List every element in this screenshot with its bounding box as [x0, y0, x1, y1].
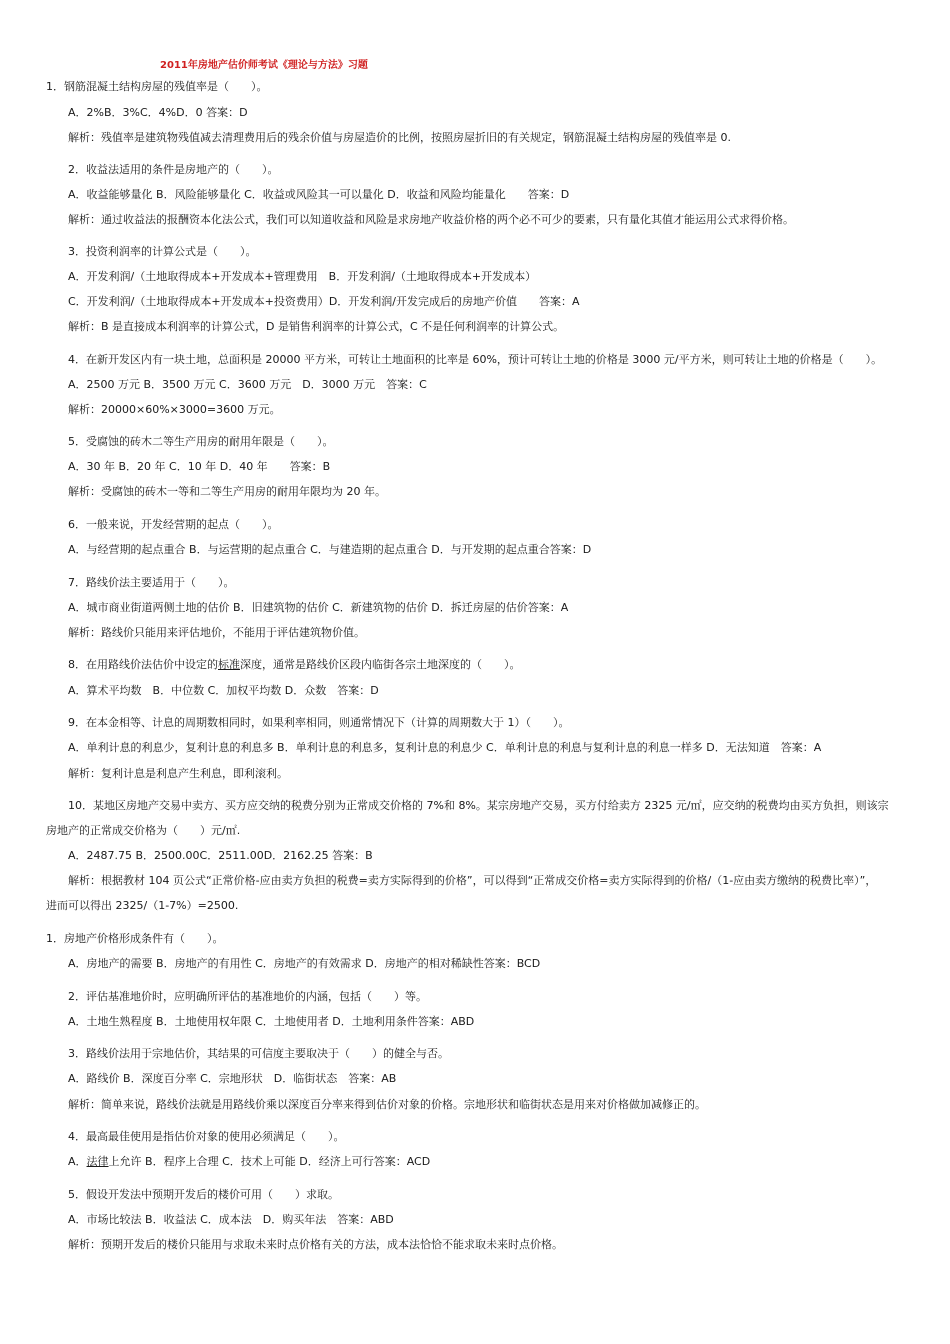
explanation-5: 解析：受腐蚀的砖木一等和二等生产用房的耐用年限均为 20 年。	[68, 485, 386, 498]
options-6: A．与经营期的起点重合 B．与运营期的起点重合 C．与建造期的起点重合 D．与开发期的起点重合答案：D	[68, 543, 592, 556]
explanation-7: 解析：路线价只能用来评估地价，不能用于评估建筑物价值。	[68, 626, 365, 639]
multi-options-4-part-1: A．	[68, 1155, 87, 1168]
question-8-underlined: 标准	[218, 658, 240, 671]
explanation-3: 解析：B 是直接成本利润率的计算公式，D 是销售利润率的计算公式，C 不是任何利润率的计算公式。	[68, 320, 565, 333]
multi-question-1: 1．房地产价格形成条件有（ ）。	[46, 932, 224, 945]
question-8-part-2: 深度，通常是路线价区段内临街各宗土地深度的（ ）。	[240, 658, 521, 671]
multi-options-4-part-2: 上允许 B．程序上合理 C．技术上可能 D．经济上可行答案：ACD	[108, 1155, 431, 1168]
options-2: A．收益能够量化 B．风险能够量化 C．收益或风险其一可以量化 D．收益和风险均能量化 答案：D	[68, 188, 570, 201]
question-10-cont: 房地产的正常成交价格为（ ）元/㎡.	[46, 824, 241, 837]
options-8: A．算术平均数 B．中位数 C．加权平均数 D．众数 答案：D	[68, 684, 379, 697]
options-3a: A．开发利润/（土地取得成本+开发成本+管理费用 B．开发利润/（土地取得成本+开发成本）	[68, 270, 537, 283]
explanation-10: 解析：根据教材 104 页公式“正常价格-应由卖方负担的税费=卖方实际得到的价格”，可以得到“正常成交价格=卖方实际得到的价格/（1-应由卖方缴纳的税费比率）”，	[68, 874, 877, 887]
explanation-10-cont: 进而可以得出 2325/（1-7%）=2500.	[46, 899, 239, 912]
options-3b: C．开发利润/（土地取得成本+开发成本+投资费用）D．开发利润/开发完成后的房地产价值 答案：A	[68, 295, 580, 308]
question-2: 2．收益法适用的条件是房地产的（ ）。	[68, 163, 279, 176]
question-8-part-1: 8．在用路线价法估价中设定的	[68, 658, 218, 671]
multi-options-5: A．市场比较法 B．收益法 C．成本法 D．购买年法 答案：ABD	[68, 1213, 394, 1226]
explanation-9: 解析：复利计息是利息产生利息，即利滚利。	[68, 767, 288, 780]
question-10: 10．某地区房地产交易中卖方、买方应交纳的税费分别为正常成交价格的 7%和 8%。某宗房地产交易，买方付给卖方 2325 元/㎡，应交纳的税费均由买方负担，则该宗	[68, 799, 889, 812]
multi-options-3: A．路线价 B．深度百分率 C．宗地形状 D．临街状态 答案：AB	[68, 1072, 397, 1085]
options-9: A．单利计息的利息少，复利计息的利息多 B．单利计息的利息多，复利计息的利息少 C．单利计息的利息与复利计息的利息一样多 D．无法知道 答案：A	[68, 741, 822, 754]
multi-explanation-3: 解析：简单来说，路线价法就是用路线价乘以深度百分率来得到估价对象的价格。宗地形状和临街状态是用来对价格做加减修正的。	[68, 1098, 706, 1111]
question-1: 1．钢筋混凝土结构房屋的残值率是（ ）。	[46, 80, 268, 93]
multi-question-3: 3．路线价法用于宗地估价，其结果的可信度主要取决于（ ）的健全与否。	[68, 1047, 449, 1060]
multi-question-5: 5．假设开发法中预期开发后的楼价可用（ ）求取。	[68, 1188, 339, 1201]
multi-options-1: A．房地产的需要 B．房地产的有用性 C．房地产的有效需求 D．房地产的相对稀缺性答案：BCD	[68, 957, 541, 970]
options-4: A．2500 万元 B．3500 万元 C．3600 万元 D．3000 万元 答案：C	[68, 378, 427, 391]
options-7: A．城市商业街道两侧土地的估价 B．旧建筑物的估价 C．新建筑物的估价 D．拆迁房屋的估价答案：A	[68, 601, 569, 614]
question-5: 5．受腐蚀的砖木二等生产用房的耐用年限是（ ）。	[68, 435, 334, 448]
question-9: 9．在本金相等、计息的周期数相同时，如果利率相同，则通常情况下（计算的周期数大于 1）（ ）。	[68, 716, 570, 729]
options-10: A．2487.75 B．2500.00C．2511.00D．2162.25 答案：B	[68, 849, 373, 862]
question-6: 6．一般来说，开发经营期的起点（ ）。	[68, 518, 279, 531]
explanation-4: 解析：20000×60%×3000=3600 万元。	[68, 403, 281, 416]
multi-explanation-5: 解析：预期开发后的楼价只能用与求取未来时点价格有关的方法，成本法恰恰不能求取未来时点价格。	[68, 1238, 563, 1251]
document-title: 2011年房地产估价师考试《理论与方法》习题	[160, 60, 368, 71]
multi-question-4: 4．最高最佳使用是指估价对象的使用必须满足（ ）。	[68, 1130, 345, 1143]
question-8	[68, 658, 521, 672]
question-7: 7．路线价法主要适用于（ ）。	[68, 576, 235, 589]
multi-question-2: 2．评估基准地价时，应明确所评估的基准地价的内涵，包括（ ）等。	[68, 990, 427, 1003]
question-3: 3．投资利润率的计算公式是（ ）。	[68, 245, 257, 258]
explanation-2: 解析：通过收益法的报酬资本化法公式，我们可以知道收益和风险是求房地产收益价格的两个必不可少的要素，只有量化其值才能运用公式求得价格。	[68, 213, 794, 226]
multi-options-4	[68, 1155, 430, 1169]
question-4: 4．在新开发区内有一块土地，总面积是 20000 平方米，可转让土地面积的比率是 60%，预计可转让土地的价格是 3000 元/平方米，则可转让土地的价格是（ ）。	[68, 353, 883, 366]
options-1: A．2%B．3%C．4%D．0 答案：D	[68, 106, 248, 119]
explanation-1: 解析：残值率是建筑物残值减去清理费用后的残余价值与房屋造价的比例，按照房屋折旧的有关规定，钢筋混凝土结构房屋的残值率是 0.	[68, 131, 731, 144]
multi-options-2: A．土地生熟程度 B．土地使用权年限 C．土地使用者 D．土地利用条件答案：ABD	[68, 1015, 475, 1028]
options-5: A．30 年 B．20 年 C．10 年 D．40 年 答案：B	[68, 460, 331, 473]
multi-options-4-underlined: 法律	[86, 1155, 109, 1168]
